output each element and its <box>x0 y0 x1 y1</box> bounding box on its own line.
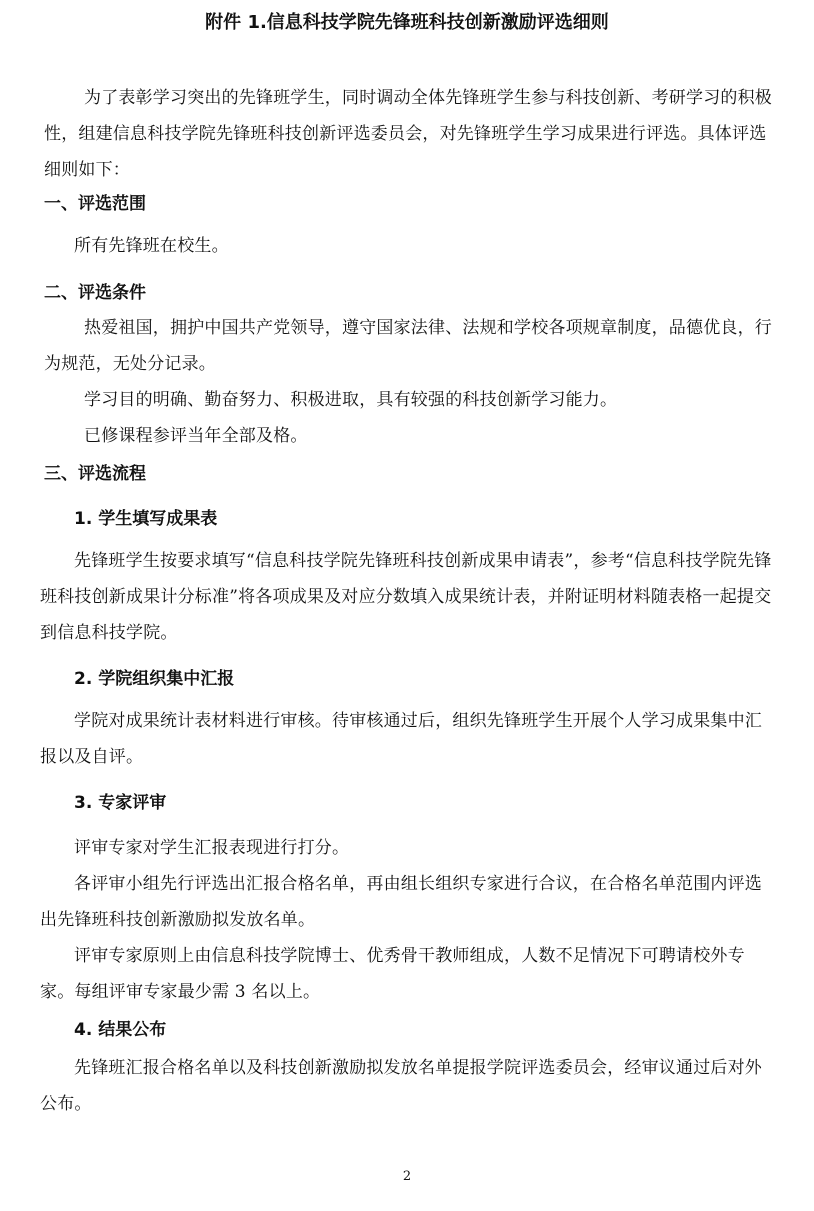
intro-paragraph: 为了表彰学习突出的先锋班学生，同时调动全体先锋班学生参与科技创新、考研学习的积极性，组建信息科技学院先锋班科技创新评选委员会，对先锋班学生学习成果进行评选。具体评选细则如下： <box>44 88 772 180</box>
step-heading-report: 2. 学院组织集中汇报 <box>74 669 235 689</box>
step-text-fill-form: 先锋班学生按要求填写“信息科技学院先锋班科技创新成果申请表”，参考“信息科技学院先锋班科技创新成果计分标准”将各项成果及对应分数填入成果统计表，并附证明材料随表格一起提交到信息科技学院。 <box>40 551 772 643</box>
conditions-paragraph-3: 已修课程参评当年全部及格。 <box>84 426 308 446</box>
section-heading-process: 三、评选流程 <box>44 464 146 484</box>
step-text-results: 先锋班汇报合格名单以及科技创新激励拟发放名单提报学院评选委员会，经审议通过后对外公布。 <box>40 1058 762 1114</box>
step-heading-expert-review: 3. 专家评审 <box>74 793 167 813</box>
section-heading-conditions: 二、评选条件 <box>44 283 146 303</box>
expert-review-paragraph-1: 评审专家对学生汇报表现进行打分。 <box>74 838 350 858</box>
expert-review-paragraph-3: 评审专家原则上由信息科技学院博士、优秀骨干教师组成，人数不足情况下可聘请校外专家。每组评审专家最少需 3 名以上。 <box>40 946 745 1002</box>
scope-text: 所有先锋班在校生。 <box>74 236 229 256</box>
expert-review-paragraph-2: 各评审小组先行评选出汇报合格名单，再由组长组织专家进行合议，在合格名单范围内评选出先锋班科技创新激励拟发放名单。 <box>40 874 762 930</box>
section-heading-scope: 一、评选范围 <box>44 194 146 214</box>
step-heading-results: 4. 结果公布 <box>74 1020 167 1040</box>
step-text-report: 学院对成果统计表材料进行审核。待审核通过后，组织先锋班学生开展个人学习成果集中汇报以及自评。 <box>40 711 762 767</box>
step-heading-fill-form: 1. 学生填写成果表 <box>74 509 218 529</box>
conditions-paragraph-2: 学习目的明确、勤奋努力、积极进取，具有较强的科技创新学习能力。 <box>84 390 618 410</box>
conditions-paragraph-1: 热爱祖国，拥护中国共产党领导，遵守国家法律、法规和学校各项规章制度，品德优良，行为规范，无处分记录。 <box>44 318 772 374</box>
page-number: 2 <box>402 1169 412 1184</box>
document-title: 附件 1.信息科技学院先锋班科技创新激励评选细则 <box>205 12 609 33</box>
